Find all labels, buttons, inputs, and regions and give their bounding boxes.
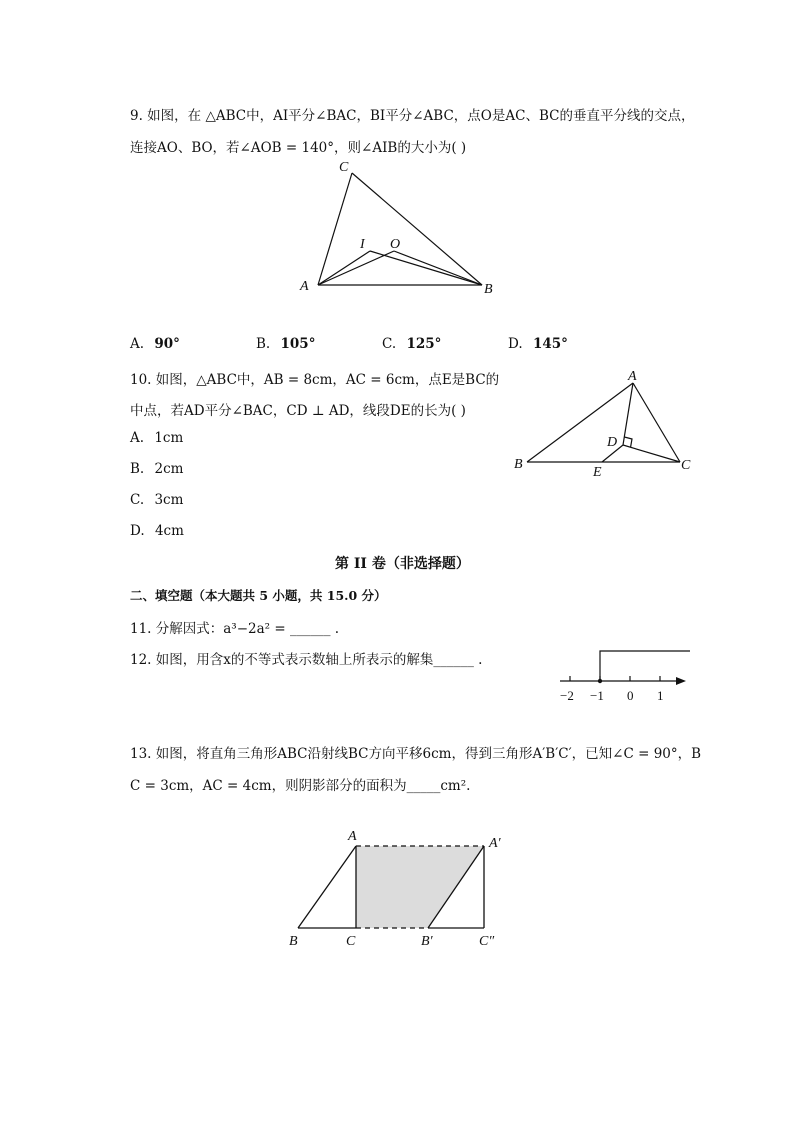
q13-line1: 13. 如图，将直角三角形ABC沿射线BC方向平移6cm，得到三角形A′B′C′，已知∠C = 90°，B [130,746,702,762]
q10-figure [505,365,705,480]
q12-solid-point [598,679,602,683]
q9-line2: 连接AO、BO，若∠AOB = 140°，则∠AIB的大小为( ) [130,140,467,156]
q10-label-d: D [607,435,618,450]
q10-option-d[interactable] [130,523,184,539]
q10-label-b: B [514,457,523,472]
q10-label-a: A [628,369,637,384]
q12-tick-label-neg2: −2 [560,688,574,703]
q9-seg-ib [370,251,482,285]
q9-side-cb [352,173,482,285]
q10-line1: 10. 如图，△ABC中，AB = 8cm，AC = 6cm，点E是BC的 [130,372,500,388]
q13-seg-ba [298,846,356,928]
q13-label-b-prime: B′ [421,934,433,949]
q13-shaded-region [356,846,484,928]
q13-label-b: B [289,934,298,949]
q10-option-b-letter: B. [130,461,145,477]
q12-tick-label-1: 1 [657,688,664,703]
q10-option-b[interactable] [130,461,183,477]
q9-option-b-letter: B. [256,336,271,352]
q9-side-ca [318,173,352,285]
q10-option-b-value: 2cm [154,461,184,477]
q12-solution-ray [600,651,690,681]
q9-option-b-value: 105° [280,336,316,352]
q13-label-a-prime: A′ [489,836,501,851]
q12-tick-label-neg1: −1 [590,688,604,703]
q10-option-c[interactable] [130,492,183,508]
q9-label-o: O [390,237,401,252]
q13-label-a: A [348,829,357,844]
q13-line2: C = 3cm，AC = 4cm，则阴影部分的面积为_____cm². [130,778,471,794]
q9-option-d-letter: D. [508,336,523,352]
q9-option-b[interactable] [256,336,315,352]
q13-figure [280,820,520,955]
q9-option-d-value: 145° [532,336,568,352]
q12-axis-arrow [676,677,686,685]
q9-option-a-value: 90° [154,336,180,352]
section-title: 第 II 卷（非选择题） [335,556,470,572]
q10-line2: 中点，若AD平分∠BAC，CD ⊥ AD，线段DE的长为( ) [130,403,466,419]
q10-option-c-value: 3cm [154,492,184,508]
q9-seg-ob [394,251,482,285]
q12-tick-label-0: 0 [627,688,634,703]
q9-line1: 9. 如图，在 △ABC中，AI平分∠BAC，BI平分∠ABC，点O是AC、BC的垂直平分线的交点， [130,108,695,124]
q10-option-a[interactable] [130,430,183,446]
q10-label-c: C [681,458,691,473]
q10-option-d-value: 4cm [154,523,184,539]
q9-label-i: I [360,237,365,252]
q10-label-e: E [593,465,602,480]
q9-label-a: A [300,279,309,294]
q12-number-line [550,645,695,705]
q9-figure [290,155,510,300]
q9-option-d[interactable] [508,336,568,352]
q9-option-a[interactable] [130,336,180,352]
q12-text: 12. 如图，用含x的不等式表示数轴上所表示的解集______ . [130,652,483,668]
q9-seg-ao [318,251,394,285]
q9-option-a-letter: A. [130,336,145,352]
q9-option-c-value: 125° [406,336,442,352]
q10-seg-ad [623,383,633,445]
q13-label-c-prime: C″ [479,934,495,949]
q10-option-c-letter: C. [130,492,145,508]
q10-option-a-letter: A. [130,430,145,446]
q9-option-c[interactable] [382,336,441,352]
part2-heading: 二、填空题（本大题共 5 小题，共 15.0 分） [130,588,387,603]
q9-label-b: B [484,282,493,297]
q10-option-a-value: 1cm [154,430,184,446]
q11-text: 11. 分解因式：a³−2a² = ______ . [130,621,340,637]
q13-label-c: C [346,934,356,949]
q9-seg-ai [318,251,370,285]
q9-option-c-letter: C. [382,336,397,352]
q10-option-d-letter: D. [130,523,145,539]
q9-label-c: C [339,160,349,175]
